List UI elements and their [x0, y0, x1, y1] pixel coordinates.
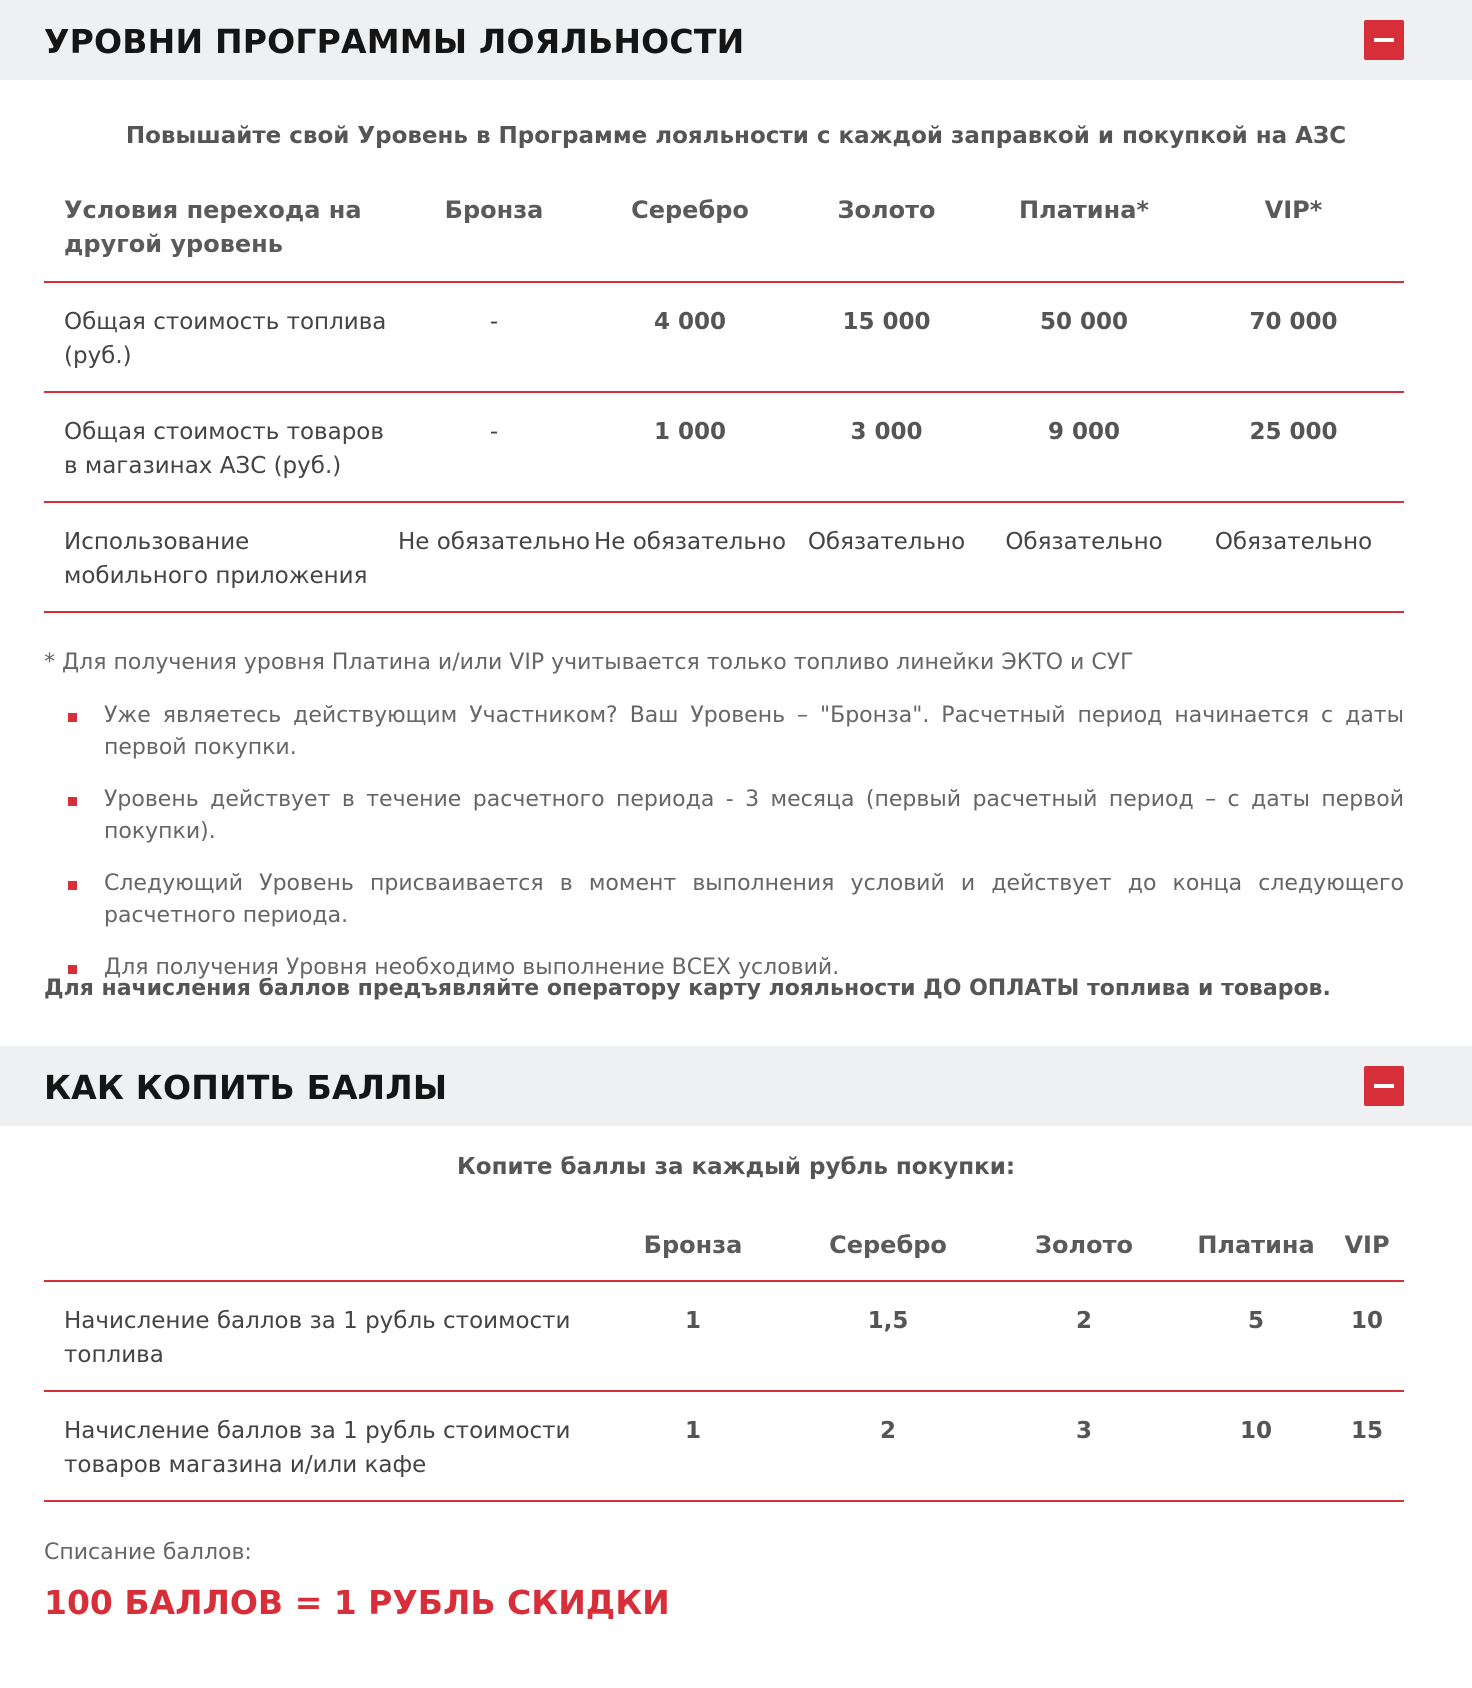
- list-item-text: Следующий Уровень присваивается в момент выполнения условий и действует до конца следующего расчетного периода.: [104, 871, 1404, 928]
- levels-header-bronze: Бронза: [396, 193, 592, 282]
- levels-rules-list: [44, 700, 1404, 1004]
- minus-icon: [1374, 38, 1394, 42]
- row-label: Общая стоимость товаров в магазинах АЗС (руб.): [44, 392, 396, 502]
- points-collapse-button[interactable]: [1364, 1066, 1404, 1106]
- card-payment-note: Для начисления баллов предъявляйте оператору карту лояльности ДО ОПЛАТЫ топлива и товаров.: [44, 976, 1331, 1001]
- levels-header-silver: Серебро: [592, 193, 788, 282]
- list-item: [44, 700, 1404, 764]
- cell-value: 2: [986, 1281, 1182, 1391]
- levels-subtitle: Повышайте свой Уровень в Программе лояльности с каждой заправкой и покупкой на АЗС: [125, 123, 1347, 149]
- bullet-square-icon: [68, 797, 77, 806]
- row-label: Общая стоимость топлива (руб.): [44, 282, 396, 392]
- levels-collapse-button[interactable]: [1364, 20, 1404, 60]
- row-label: Начисление баллов за 1 рубль стоимости товаров магазина и/или кафе: [44, 1391, 596, 1501]
- table-row: [44, 1391, 1404, 1501]
- levels-header-conditions: Условия перехода на другой уровень: [44, 193, 396, 282]
- table-row: [44, 282, 1404, 392]
- cell-value: 1: [596, 1281, 790, 1391]
- points-header-silver: Серебро: [790, 1228, 986, 1281]
- table-row: [44, 392, 1404, 502]
- points-table: [44, 1228, 1404, 1502]
- cell-value: 25 000: [1183, 392, 1404, 502]
- cell-value: 15: [1330, 1391, 1404, 1501]
- levels-table: [44, 193, 1404, 613]
- cell-value: Обязательно: [1183, 502, 1404, 612]
- table-row: [44, 502, 1404, 612]
- cell-value: 15 000: [788, 282, 985, 392]
- cell-value: Обязательно: [985, 502, 1183, 612]
- points-header-vip: VIP: [1330, 1228, 1404, 1281]
- points-rate: 100 БАЛЛОВ = 1 РУБЛЬ СКИДКИ: [44, 1583, 670, 1622]
- levels-table-header-row: [44, 193, 1404, 282]
- table-row: [44, 1281, 1404, 1391]
- points-section-title: КАК КОПИТЬ БАЛЛЫ: [44, 1068, 448, 1107]
- points-header-gold: Золото: [986, 1228, 1182, 1281]
- list-item-text: Уровень действует в течение расчетного периода - 3 месяца (первый расчетный период – с даты первой покупки).: [104, 787, 1404, 844]
- cell-value: 4 000: [592, 282, 788, 392]
- cell-value: 2: [790, 1391, 986, 1501]
- bullet-square-icon: [68, 713, 77, 722]
- points-table-header-row: [44, 1228, 1404, 1281]
- cell-value: 5: [1182, 1281, 1330, 1391]
- levels-section-title: УРОВНИ ПРОГРАММЫ ЛОЯЛЬНОСТИ: [44, 22, 745, 61]
- cell-value: -: [396, 282, 592, 392]
- points-header-bronze: Бронза: [596, 1228, 790, 1281]
- cell-value: 3 000: [788, 392, 985, 502]
- levels-section-header[interactable]: [0, 0, 1472, 80]
- list-item: [44, 784, 1404, 848]
- list-item: [44, 868, 1404, 932]
- list-item-text: Для получения Уровня необходимо выполнение ВСЕХ условий.: [104, 955, 840, 980]
- cell-value: Не обязательно: [396, 502, 592, 612]
- points-header-platinum: Платина: [1182, 1228, 1330, 1281]
- cell-value: 1: [596, 1391, 790, 1501]
- levels-header-platinum: Платина*: [985, 193, 1183, 282]
- cell-value: 1 000: [592, 392, 788, 502]
- minus-icon: [1374, 1084, 1394, 1088]
- points-subtitle: Копите баллы за каждый рубль покупки:: [456, 1154, 1016, 1180]
- points-header-empty: [44, 1228, 596, 1281]
- bullet-square-icon: [68, 965, 77, 974]
- levels-header-vip: VIP*: [1183, 193, 1404, 282]
- cell-value: Не обязательно: [592, 502, 788, 612]
- bullet-square-icon: [68, 881, 77, 890]
- cell-value: 10: [1330, 1281, 1404, 1391]
- list-item-text: Уже являетесь действующим Участником? Ваш Уровень – "Бронза". Расчетный период начинается с даты первой покупки.: [104, 703, 1404, 760]
- cell-value: -: [396, 392, 592, 502]
- row-label: Начисление баллов за 1 рубль стоимости топлива: [44, 1281, 596, 1391]
- cell-value: 3: [986, 1391, 1182, 1501]
- levels-footnote: * Для получения уровня Платина и/или VIP учитывается только топливо линейки ЭКТО и СУГ: [44, 650, 1134, 675]
- row-label: Использование мобильного приложения: [44, 502, 396, 612]
- cell-value: 70 000: [1183, 282, 1404, 392]
- write-off-label: Списание баллов:: [44, 1540, 252, 1565]
- cell-value: 10: [1182, 1391, 1330, 1501]
- cell-value: 50 000: [985, 282, 1183, 392]
- cell-value: 9 000: [985, 392, 1183, 502]
- points-section-header[interactable]: [0, 1046, 1472, 1126]
- levels-header-gold: Золото: [788, 193, 985, 282]
- cell-value: 1,5: [790, 1281, 986, 1391]
- cell-value: Обязательно: [788, 502, 985, 612]
